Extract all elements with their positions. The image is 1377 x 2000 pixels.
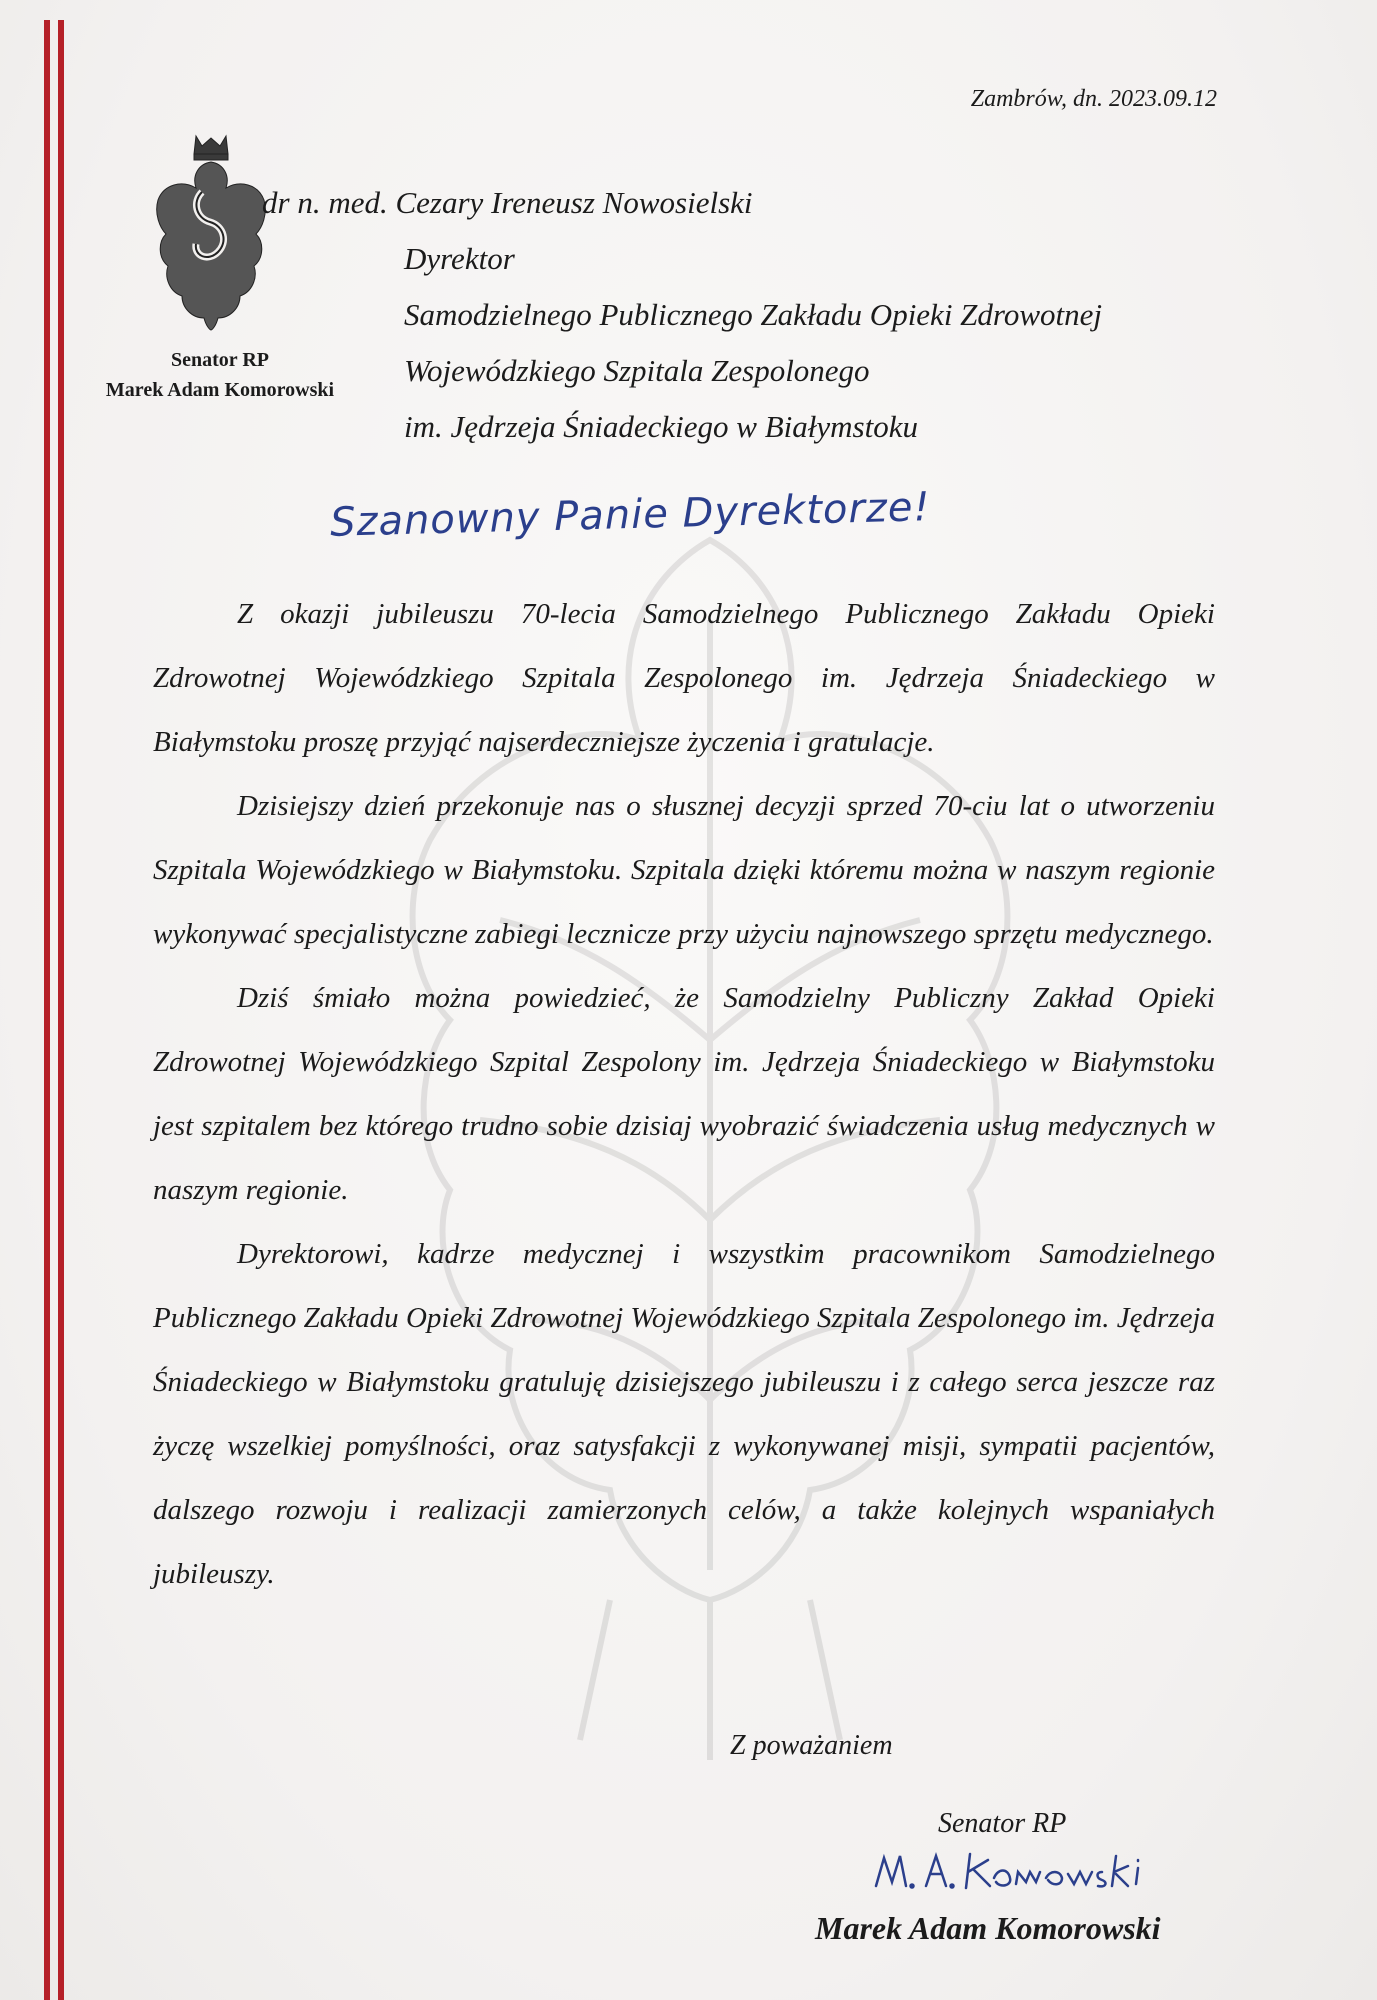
- addressee-line: dr n. med. Cezary Ireneusz Nowosielski: [262, 185, 753, 220]
- addressee-line: im. Jędrzeja Śniadeckiego w Białymstoku: [404, 409, 918, 444]
- red-border-stripe-left: [44, 20, 50, 2000]
- body-paragraph: Dzisiejszy dzień przekonuje nas o słusznej decyzji sprzed 70-ciu lat o utworzeniu Szpitala Wojewódzkiego w Białymstoku. Szpitala dzięki któremu można w naszym regionie wykonywać specjalistyczne zabiegi lecznicze przy użyciu najnowszego sprzętu medycznego.: [153, 790, 1215, 950]
- addressee-block: [262, 175, 1292, 455]
- sender-title: Senator RP: [171, 349, 269, 371]
- red-border-stripe-right: [58, 20, 64, 2000]
- sender-name: Marek Adam Komorowski: [105, 379, 335, 401]
- closing-regards: Z poważaniem: [730, 1730, 893, 1761]
- signatory-name: Marek Adam Komorowski: [815, 1910, 1161, 1946]
- eagle-emblem-icon: [152, 132, 270, 332]
- addressee-line: Samodzielnego Publicznego Zakładu Opieki Zdrowotnej: [404, 297, 1102, 332]
- body-paragraph: Z okazji jubileuszu 70-lecia Samodzielnego Publicznego Zakładu Opieki Zdrowotnej Wojewódzkiego Szpitala Zespolonego im. Jędrzeja Śniadeckiego w Białymstoku proszę przyjąć najserdeczniejsze życzenia i gratulacje.: [153, 598, 1215, 758]
- handwritten-signature: [870, 1838, 1170, 1908]
- addressee-line: Wojewódzkiego Szpitala Zespolonego: [404, 353, 870, 388]
- letter-date: Zambrów, dn. 2023.09.12: [970, 86, 1217, 112]
- addressee-line: Dyrektor: [404, 241, 515, 276]
- signatory-title: Senator RP: [938, 1808, 1067, 1839]
- handwritten-salutation: Szanowny Panie Dyrektorze!: [329, 484, 932, 546]
- letter-body: [153, 582, 1215, 1606]
- body-paragraph: Dziś śmiało można powiedzieć, że Samodzielny Publiczny Zakład Opieki Zdrowotnej Wojewódzkiego Szpital Zespolony im. Jędrzeja Śniadeckiego w Białymstoku jest szpitalem bez którego trudno sobie dzisiaj wyobrazić świadczenia usług medycznych w naszym regionie.: [153, 982, 1215, 1206]
- body-paragraph: Dyrektorowi, kadrze medycznej i wszystkim pracownikom Samodzielnego Publicznego Zakładu Opieki Zdrowotnej Wojewódzkiego Szpitala Zespolonego im. Jędrzeja Śniadeckiego w Białymstoku gratuluję dzisiejszego jubileuszu i z całego serca jeszcze raz życzę wszelkiej pomyślności, oraz satysfakcji z wykonywanej misji, sympatii pacjentów, dalszego rozwoju i realizacji zamierzonych celów, a także kolejnych wspaniałych jubileuszy.: [153, 1238, 1215, 1590]
